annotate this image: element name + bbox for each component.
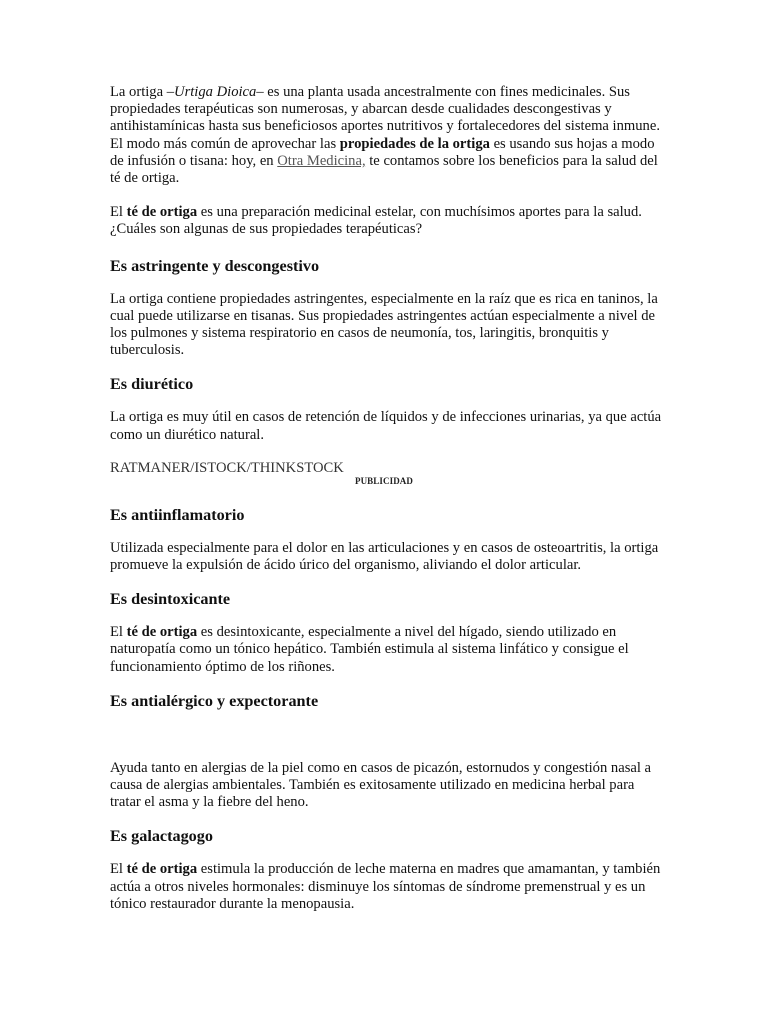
section-heading-diuretico: Es diurético [110,375,194,394]
species-name: Urtiga Dioica [174,84,257,100]
section-text-antialergico: Ayuda tanto en alergias de la piel como en casos de picazón, estornudos y congestión nasal a causa de alergias ambientales. También es exitosamente utilizado en medicina herbal para tratar el asma y la fiebre del heno. [110,759,652,811]
section-text-galactagogo [110,861,665,913]
ad-label: PUBLICIDAD [354,475,413,486]
section-heading-astringente: Es astringente y descongestivo [110,256,320,275]
paragraph-text: El [110,861,127,878]
intro-paragraph-2 [110,204,665,238]
section-heading-desintoxicante: Es desintoxicante [110,590,231,609]
otra-medicina-link[interactable]: Otra Medicina, [277,152,366,169]
article-body [110,84,665,913]
section-heading-antialergico: Es antialérgico y expectorante [110,691,319,710]
intro-text: La ortiga – [110,84,175,100]
intro-paragraph [110,84,665,187]
intro-text: – es una planta usada ancestralmente con fines medicinales. Sus propiedades terapéuticas son numerosas, y abarcan desde cualidades descongestivas y antihistamínicas hasta sus beneficiosos aportes nutritivos y fortalecedores del sistema inmune. El modo más común de aprovechar las [110,84,660,152]
section-text-desintoxicante [110,624,665,676]
bold-text: té de ortiga [126,204,198,221]
bold-text: té de ortiga [126,624,198,641]
section-heading-antiinflamatorio: Es antiinflamatorio [110,505,245,524]
section-text-diuretico: La ortiga es muy útil en casos de retención de líquidos y de infecciones urinarias, ya que actúa como un diurético natural. [110,409,662,443]
intro-text: te contamos sobre los beneficios para la salud del té de ortiga. [110,152,658,187]
section-text-antiinflamatorio: Utilizada especialmente para el dolor en las articulaciones y en casos de osteoartritis, la ortiga promueve la expulsión de ácido úrico del organismo, aliviando el dolor articular. [110,539,659,574]
bold-text: té de ortiga [126,861,198,878]
intro-text: es usando sus hojas a modo de infusión o tisana: hoy, en [110,135,655,169]
section-heading-galactagogo: Es galactagogo [110,827,213,846]
paragraph-text: es una preparación medicinal estelar, con muchísimos aportes para la salud. ¿Cuáles son algunas de sus propiedades terapéuticas? [110,204,642,238]
paragraph-text: estimula la producción de leche materna en madres que amamantan, y también actúa a otros niveles hormonales: disminuye los síntomas de síndrome premenstrual y es un tónico restaurador durante la menopausia. [110,861,661,912]
paragraph-text: es desintoxicante, especialmente a nivel del hígado, siendo utilizado en naturopatía como un tónico hepático. También estimula al sistema linfático y consigue el funcionamiento óptimo de los riñones. [110,624,629,675]
section-text-astringente: La ortiga contiene propiedades astringentes, especialmente en la raíz que es rica en taninos, la cual puede utilizarse en tisanas. Sus propiedades astringentes actúan especialmente a nivel de los pulmones y sistema respiratorio en casos de neumonía, tos, laringitis, bronquitis y tuberculosis. [110,290,658,359]
image-credit: RATMANER/ISTOCK/THINKSTOCK [110,459,344,476]
paragraph-text: El [110,624,127,641]
paragraph-text: El [110,204,127,221]
intro-bold-text: propiedades de la ortiga [339,135,490,152]
